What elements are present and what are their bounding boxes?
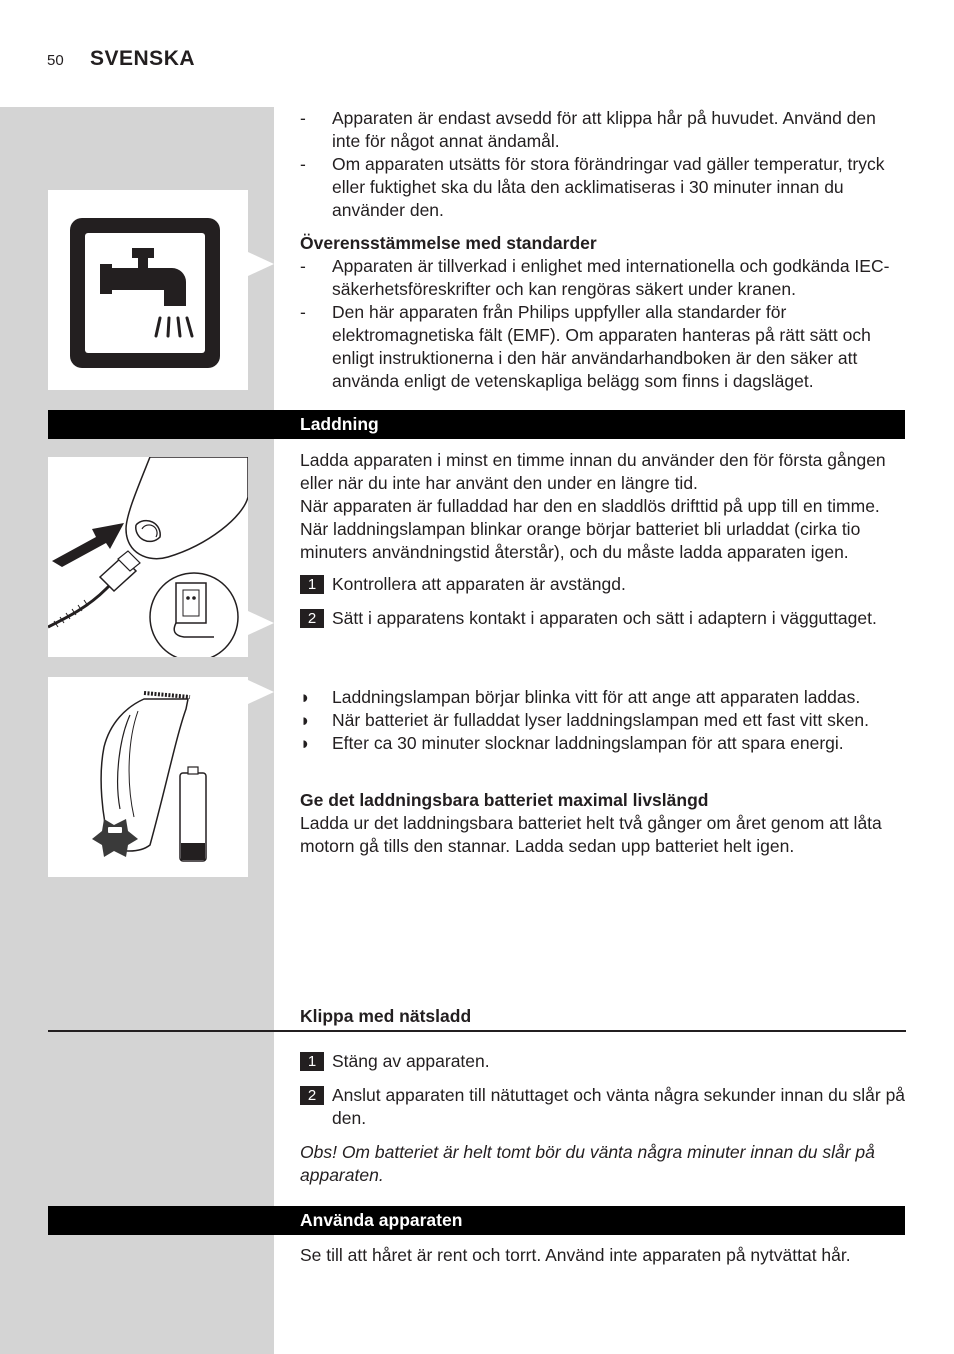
clipper-battery-illustration [48, 677, 248, 877]
charging-paragraph [300, 449, 906, 564]
charging-plug-illustration [48, 457, 248, 657]
illustration-pointer [248, 252, 274, 276]
list-item-text: Apparaten är tillverkad i enlighet med internationella och godkända IEC-säkerhetsföreskrifter och kan rengöras säkert under kranen. [332, 256, 890, 299]
list-item [300, 686, 906, 709]
usage-text: Se till att håret är rent och torrt. Använd inte apparaten på nytvättat hår. [300, 1245, 851, 1265]
list-item [300, 255, 906, 301]
charging-result-list [300, 686, 906, 755]
standards-heading: Överensstämmelse med standarder [300, 233, 597, 253]
paragraph-line: När laddningslampan blinkar orange börjar batteriet bli urladdat (cirka tio minuters användningstid återstår), och du måste ladda apparaten igen. [300, 519, 861, 562]
list-item-text: Den här apparaten från Philips uppfyller alla standarder för elektromagnetiska fält (EMF). Om apparaten hanteras på rätt sätt och enligt instruktionerna i den här användarhandboken är den säker att använda enligt de vetenskapliga belägg som finns i dagsläget. [332, 302, 871, 391]
list-item-text: När batteriet är fulladdat lyser laddningslampan med ett fast vitt sken. [332, 710, 869, 730]
battery-note: Obs! Om batteriet är helt tomt bör du vänta några minuter innan du slår på apparaten. [300, 1142, 875, 1185]
section-title: Använda apparaten [300, 1210, 463, 1230]
paragraph-line: När apparaten är fulladdad har den en sladdlös drifttid på upp till en timme. [300, 496, 880, 516]
illustration-pointer [248, 680, 274, 704]
mains-heading: Klippa med nätsladd [300, 1006, 472, 1026]
battery-text: Ladda ur det laddningsbara batteriet helt två gånger om året genom att låta motorn gå tills den stannar. Ladda sedan upp batteriet helt igen. [300, 813, 882, 856]
step-number: 2 [300, 1086, 324, 1105]
tap-water-icon [48, 190, 248, 390]
list-item-text: Efter ca 30 minuter slocknar laddningslampan för att spara energi. [332, 733, 844, 753]
result-marker-icon: ◗ [300, 687, 311, 707]
step-text: Anslut apparaten till nätuttaget och vänta några sekunder innan du slår på den. [332, 1085, 906, 1128]
battery-heading: Ge det laddningsbara batteriet maximal livslängd [300, 790, 709, 810]
list-item [300, 153, 906, 222]
dash-marker: - [300, 154, 306, 174]
step-number: 2 [300, 609, 324, 628]
list-item-text: Laddningslampan börjar blinka vitt för att ange att apparaten laddas. [332, 687, 861, 707]
step-number: 1 [300, 1052, 324, 1071]
step-text: Kontrollera att apparaten är avstängd. [332, 574, 626, 594]
section-bar-charging [48, 410, 905, 439]
dash-marker: - [300, 108, 306, 128]
result-marker-icon: ◗ [300, 710, 311, 730]
list-item [300, 107, 906, 153]
step-item [300, 607, 906, 630]
section-title: Laddning [300, 414, 379, 434]
list-item [300, 732, 906, 755]
list-item-text: Apparaten är endast avsedd för att klippa hår på huvudet. Använd den inte för något annat ändamål. [332, 108, 876, 151]
intro-bullet-list [300, 107, 906, 222]
standards-section [300, 232, 906, 393]
list-item-text: Om apparaten utsätts för stora förändringar vad gäller temperatur, tryck eller fuktighet ska du låta den acklimatiseras i 30 minuter innan du använder den. [332, 154, 885, 220]
step-text: Stäng av apparaten. [332, 1051, 490, 1071]
paragraph-line: Ladda apparaten i minst en timme innan du använder den för första gången eller när du inte har använt den under en längre tid. [300, 450, 886, 493]
list-item [300, 709, 906, 732]
battery-section [300, 789, 906, 858]
dash-marker: - [300, 256, 306, 276]
language-title: SVENSKA [90, 47, 196, 70]
step-item [300, 573, 906, 596]
dash-marker: - [300, 302, 306, 322]
step-text: Sätt i apparatens kontakt i apparaten och sätt i adaptern i vägguttaget. [332, 608, 877, 628]
illustration-pointer [248, 611, 274, 635]
section-rule [48, 1030, 906, 1032]
section-bar-usage [48, 1206, 905, 1235]
step-item [300, 1084, 906, 1130]
step-number: 1 [300, 575, 324, 594]
page-number: 50 [47, 52, 64, 69]
step-item [300, 1050, 906, 1073]
result-marker-icon: ◗ [300, 733, 311, 753]
list-item [300, 301, 906, 393]
